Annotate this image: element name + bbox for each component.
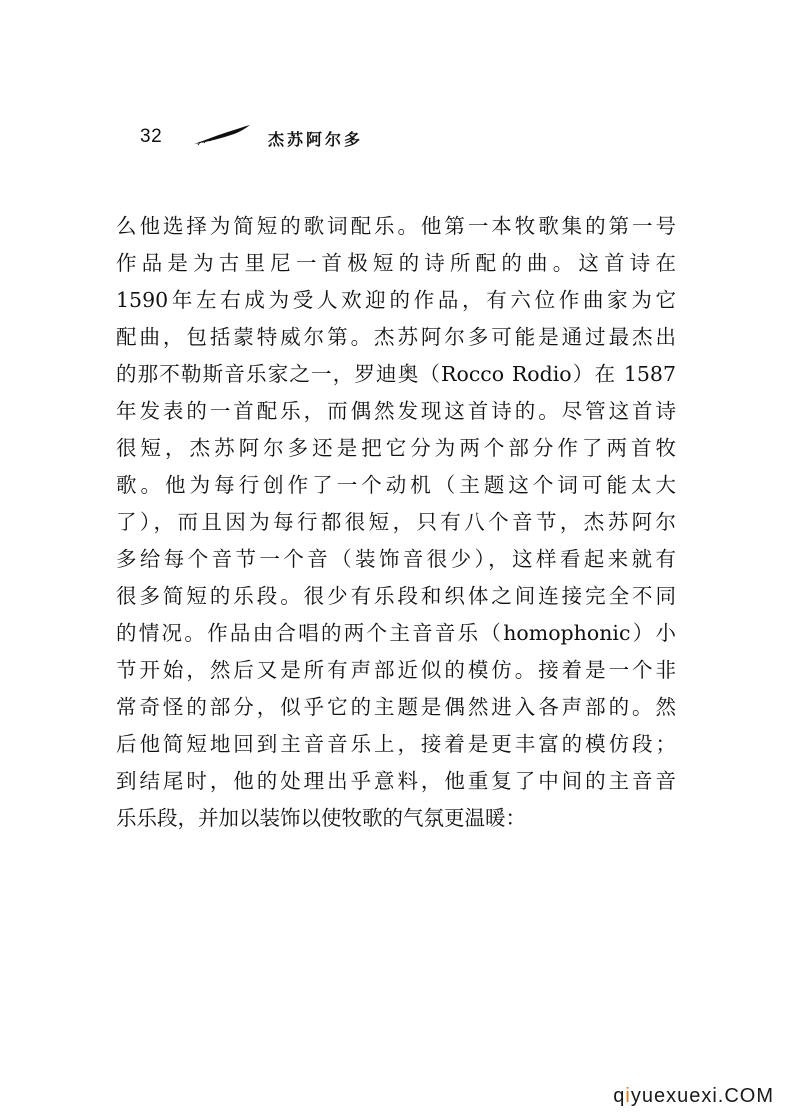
watermark [613,1085,774,1108]
text-line: 多给每个音节一个音（装饰音很少），这样看起来就有 [116,547,676,571]
feather-icon [192,124,252,146]
text-line: 常奇怪的部分，似乎它的主题是偶然进入各声部的。然 [116,695,676,719]
text-line: 作品是为古里尼一首极短的诗所配的曲。这首诗在 [116,251,676,275]
text-line: 很多简短的乐段。很少有乐段和织体之间连接完全不同 [116,584,676,608]
text-line: 节开始，然后又是所有声部近似的模仿。接着是一个非 [116,658,676,682]
running-title: 杰苏阿尔多 [268,130,364,149]
watermark-accent: i [625,1085,631,1107]
text-line: 后他简短地回到主音音乐上，接着是更丰富的模仿段； [116,732,676,756]
text-line: 么他选择为简短的歌词配乐。他第一本牧歌集的第一号 [116,214,676,238]
page-header [140,124,440,154]
text-line: 很短，杰苏阿尔多还是把它分为两个部分作了两首牧 [116,436,676,460]
body-paragraph [116,208,676,837]
watermark-suffix: yuexuexi.COM [630,1085,774,1107]
text-line: 了），而且因为每行都很短，只有八个音节，杰苏阿尔 [116,510,676,534]
page-number: 32 [140,126,163,147]
text-line: 歌。他为每行创作了一个动机（主题这个词可能太大 [116,473,676,497]
watermark-prefix: q [613,1085,626,1107]
text-line: 乐乐段，并加以装饰以使牧歌的气氛更温暖： [116,806,526,830]
text-line: 的情况。作品由合唱的两个主音音乐（homophonic）小 [116,621,676,645]
text-line: 的那不勒斯音乐家之一，罗迪奥（Rocco Rodio）在 1587 [116,362,676,386]
text-line: 配曲，包括蒙特威尔第。杰苏阿尔多可能是通过最杰出 [116,325,676,349]
text-line: 年发表的一首配乐，而偶然发现这首诗的。尽管这首诗 [116,399,676,423]
text-line: 到结尾时，他的处理出乎意料，他重复了中间的主音音 [116,769,676,793]
text-line: 1590年左右成为受人欢迎的作品，有六位作曲家为它 [116,288,676,312]
